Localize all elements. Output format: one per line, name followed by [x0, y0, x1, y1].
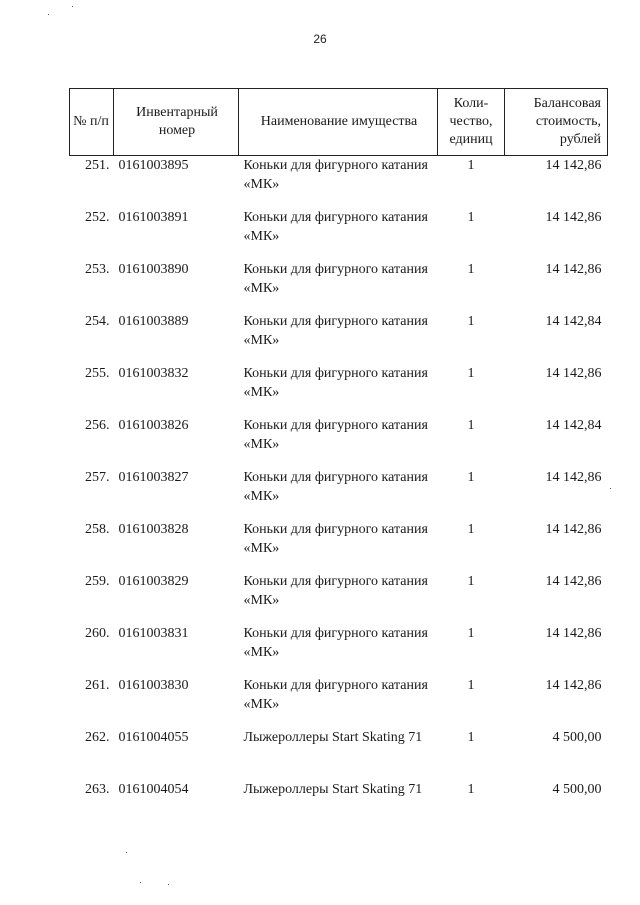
- table-row: [70, 780, 608, 832]
- cell-inventory: 0161003827: [118, 470, 189, 485]
- cell-name: Коньки для фигурного катания «МК»: [243, 210, 428, 244]
- table-row: [70, 676, 608, 728]
- header-inventory: Инвентарный номер: [114, 89, 239, 156]
- cell-num: 255.: [85, 366, 110, 381]
- table-row: [70, 260, 608, 312]
- cell-value: 14 142,86: [545, 262, 602, 277]
- cell-num: 262.: [85, 730, 110, 745]
- cell-inventory: 0161003832: [118, 366, 189, 381]
- scan-speck: [168, 884, 169, 885]
- cell-num: 260.: [85, 626, 110, 641]
- cell-name: Коньки для фигурного катания «МК»: [243, 678, 428, 712]
- table-row: [70, 156, 608, 209]
- scan-speck: [48, 14, 49, 15]
- header-value: Балансовая стоимость, рублей: [505, 89, 608, 156]
- cell-value: 14 142,86: [545, 626, 602, 641]
- cell-inventory: 0161003889: [118, 314, 189, 329]
- cell-num: 258.: [85, 522, 110, 537]
- cell-value: 14 142,86: [545, 522, 602, 537]
- table-row: [70, 624, 608, 676]
- cell-value: 14 142,86: [545, 366, 602, 381]
- cell-num: 257.: [85, 470, 110, 485]
- cell-qty: 1: [467, 522, 475, 537]
- table-row: [70, 520, 608, 572]
- cell-qty: 1: [467, 678, 475, 693]
- table-body: [70, 156, 608, 833]
- cell-inventory: 0161004054: [118, 782, 189, 797]
- cell-qty: 1: [467, 314, 475, 329]
- cell-qty: 1: [467, 626, 475, 641]
- table-row: [70, 572, 608, 624]
- header-row: [70, 89, 608, 156]
- table-row: [70, 468, 608, 520]
- cell-num: 253.: [85, 262, 110, 277]
- cell-value: 14 142,86: [545, 678, 602, 693]
- cell-qty: 1: [467, 158, 475, 173]
- table-row: [70, 364, 608, 416]
- header-qty: Коли-чество, единиц: [438, 89, 505, 156]
- cell-qty: 1: [467, 418, 475, 433]
- cell-qty: 1: [467, 574, 475, 589]
- cell-name: Коньки для фигурного катания «МК»: [243, 574, 428, 608]
- cell-qty: 1: [467, 210, 475, 225]
- cell-inventory: 0161003831: [118, 626, 189, 641]
- cell-value: 4 500,00: [552, 782, 602, 797]
- scan-speck: [610, 488, 611, 489]
- cell-num: 261.: [85, 678, 110, 693]
- cell-inventory: 0161003890: [118, 262, 189, 277]
- cell-qty: 1: [467, 782, 475, 797]
- header-name: Наименование имущества: [239, 89, 438, 156]
- cell-inventory: 0161003895: [118, 158, 189, 173]
- cell-value: 4 500,00: [552, 730, 602, 745]
- cell-value: 14 142,86: [545, 158, 602, 173]
- cell-num: 263.: [85, 782, 110, 797]
- scan-speck: [140, 882, 141, 883]
- table-row: [70, 416, 608, 468]
- cell-name: Коньки для фигурного катания «МК»: [243, 470, 428, 504]
- cell-inventory: 0161003830: [118, 678, 189, 693]
- cell-inventory: 0161004055: [118, 730, 189, 745]
- scan-speck: [126, 852, 127, 853]
- table-row: [70, 208, 608, 260]
- table-row: [70, 312, 608, 364]
- cell-inventory: 0161003828: [118, 522, 189, 537]
- cell-name: Коньки для фигурного катания «МК»: [243, 314, 428, 348]
- cell-qty: 1: [467, 470, 475, 485]
- cell-name: Коньки для фигурного катания «МК»: [243, 522, 428, 556]
- cell-value: 14 142,86: [545, 470, 602, 485]
- cell-qty: 1: [467, 366, 475, 381]
- page-number: 26: [313, 32, 327, 46]
- cell-name: Лыжероллеры Start Skating 71: [243, 730, 423, 745]
- cell-num: 259.: [85, 574, 110, 589]
- cell-num: 254.: [85, 314, 110, 329]
- cell-value: 14 142,86: [545, 210, 602, 225]
- cell-name: Лыжероллеры Start Skating 71: [243, 782, 423, 797]
- header-num: № п/п: [70, 89, 114, 156]
- cell-name: Коньки для фигурного катания «МК»: [243, 418, 428, 452]
- cell-name: Коньки для фигурного катания «МК»: [243, 626, 428, 660]
- cell-value: 14 142,84: [545, 418, 602, 433]
- cell-value: 14 142,84: [545, 314, 602, 329]
- cell-inventory: 0161003891: [118, 210, 189, 225]
- scan-speck: [72, 6, 73, 7]
- table-header: [70, 89, 608, 156]
- inventory-table: [69, 88, 608, 832]
- table-row: [70, 728, 608, 780]
- cell-qty: 1: [467, 730, 475, 745]
- cell-name: Коньки для фигурного катания «МК»: [243, 366, 428, 400]
- cell-name: Коньки для фигурного катания «МК»: [243, 158, 428, 192]
- cell-qty: 1: [467, 262, 475, 277]
- cell-inventory: 0161003829: [118, 574, 189, 589]
- cell-name: Коньки для фигурного катания «МК»: [243, 262, 428, 296]
- cell-num: 251.: [85, 158, 110, 173]
- cell-value: 14 142,86: [545, 574, 602, 589]
- cell-num: 256.: [85, 418, 110, 433]
- cell-num: 252.: [85, 210, 110, 225]
- cell-inventory: 0161003826: [118, 418, 189, 433]
